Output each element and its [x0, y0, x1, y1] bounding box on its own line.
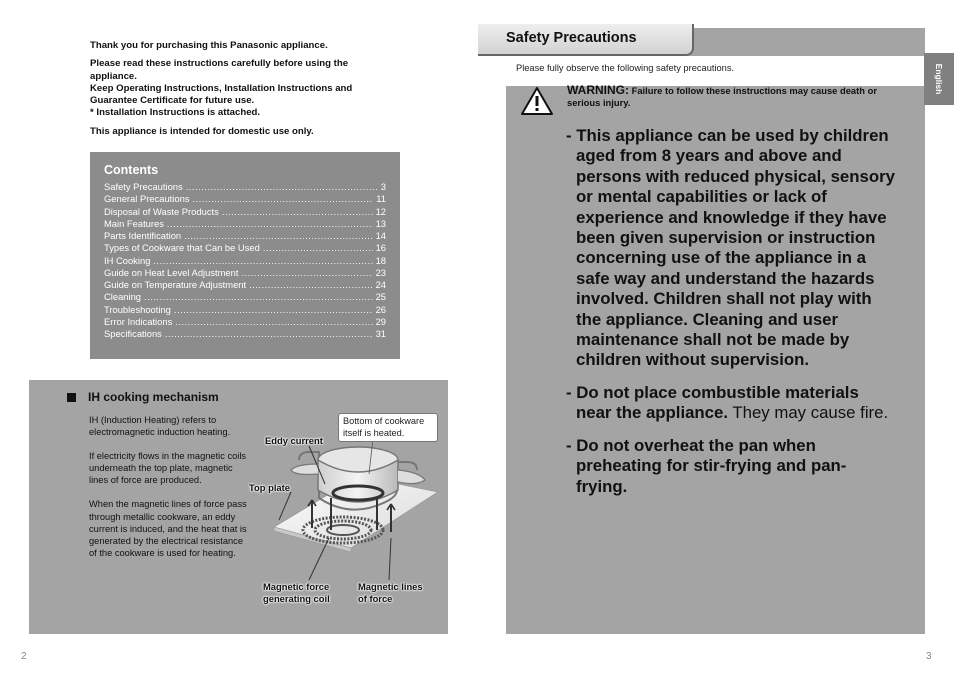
safety-precautions-title: Safety Precautions	[506, 30, 637, 46]
contents-item[interactable]	[104, 181, 386, 193]
contents-item-page: 16	[375, 242, 386, 254]
contents-item-page: 14	[375, 230, 386, 241]
contents-item[interactable]	[104, 328, 386, 340]
contents-item-label: IH Cooking	[104, 254, 151, 266]
contents-item-page: 3	[380, 181, 386, 192]
contents-item-page: 25	[375, 291, 386, 303]
coil-label	[263, 581, 330, 604]
contents-item-page: 11	[376, 193, 386, 205]
contents-item-label: Safety Precautions	[104, 181, 183, 192]
language-tab-label: English	[934, 63, 944, 95]
language-tab	[924, 53, 954, 105]
magnetic-lines-label-line-1: Magnetic lines	[358, 581, 423, 592]
intro-read-instructions: Please read these instructions carefully before using the appliance.	[90, 58, 349, 82]
safety-subtitle: Please fully observe the following safety precautions.	[516, 63, 735, 73]
contents-item[interactable]	[104, 206, 386, 218]
contents-item-page: 29	[375, 315, 386, 327]
contents-item-leader	[263, 242, 373, 253]
contents-item[interactable]	[104, 267, 386, 279]
warning-icon	[520, 86, 554, 116]
contents-item[interactable]	[104, 316, 386, 328]
safety-bullet-combustible-bold: - Do not place combustible materials near the appliance.	[566, 382, 859, 423]
contents-item-label: Parts Identification	[104, 230, 182, 241]
contents-box	[90, 152, 400, 359]
contents-item[interactable]	[104, 291, 386, 303]
safety-bullets	[566, 126, 896, 509]
contents-list	[104, 181, 386, 340]
safety-bullet-overheat-text: - Do not overheat the pan when preheating for stir-frying and pan-frying.	[566, 435, 847, 496]
contents-item-leader	[174, 304, 373, 315]
contents-item-label: Error Indications	[104, 315, 173, 327]
contents-item-label: Disposal of Waste Products	[104, 205, 219, 217]
contents-item[interactable]	[104, 279, 386, 291]
warning-label: WARNING:	[567, 83, 629, 97]
top-plate-label: Top plate	[249, 482, 290, 493]
contents-item-page: 13	[375, 217, 386, 229]
contents-item-page: 23	[375, 266, 386, 278]
eddy-current-label: Eddy current	[265, 435, 323, 446]
cookware-heated-callout: Bottom of cookware itself is heated.	[338, 413, 438, 442]
contents-item-leader	[167, 218, 373, 229]
safety-bullet-children	[566, 126, 896, 371]
page-number-left: 2	[21, 651, 27, 662]
contents-item-label: Cleaning	[104, 291, 142, 303]
contents-item-leader	[184, 230, 372, 241]
safety-precautions-header	[478, 24, 694, 56]
contents-item-leader	[165, 328, 373, 339]
intro-keep-instructions: Keep Operating Instructions, Installation Instructions and Guarantee Certificate for future use.	[90, 82, 353, 107]
contents-item-label: Troubleshooting	[104, 303, 171, 315]
warning-text	[567, 85, 887, 108]
intro-installation-note: * Installation Instructions is attached.	[90, 107, 261, 119]
ih-explanation	[89, 414, 249, 571]
contents-item-leader	[175, 316, 372, 327]
ih-paragraph-1: IH (Induction Heating) refers to electromagnetic induction heating.	[89, 415, 231, 438]
magnetic-lines-label-line-2: of force	[358, 592, 393, 604]
ih-paragraph-2: If electricity flows in the magnetic coils underneath the top plate, magnetic lines of force are produced.	[89, 451, 247, 486]
contents-item-page: 24	[375, 279, 386, 290]
contents-item[interactable]	[104, 304, 386, 316]
contents-item-leader	[192, 193, 373, 204]
contents-item-label: Types of Cookware that Can be Used	[104, 242, 260, 254]
intro-thanks: Thank you for purchasing this Panasonic appliance.	[90, 40, 328, 51]
contents-item[interactable]	[104, 255, 386, 267]
contents-item-label: Guide on Heat Level Adjustment	[104, 266, 239, 278]
ih-mechanism-panel	[29, 380, 448, 634]
contents-item-leader	[144, 291, 373, 302]
coil-label-line-2: generating coil	[263, 592, 330, 604]
intro-domestic-use: This appliance is intended for domestic use only.	[90, 125, 314, 137]
magnetic-lines-label	[358, 581, 423, 604]
coil-label-line-1: Magnetic force	[263, 581, 330, 592]
contents-item-label: Guide on Temperature Adjustment	[104, 279, 247, 290]
contents-item-page: 18	[375, 254, 386, 266]
intro-text	[90, 40, 390, 144]
ih-mechanism-title-text: IH cooking mechanism	[88, 390, 219, 404]
contents-item[interactable]	[104, 193, 386, 205]
contents-item-page: 31	[375, 328, 386, 339]
ih-paragraph-3: When the magnetic lines of force pass through metallic cookware, an eddy current is induced, and the heat that is generated by the electrical resistance of the cookware is used for heating.	[89, 499, 247, 558]
square-bullet-icon	[67, 393, 76, 402]
contents-item[interactable]	[104, 218, 386, 230]
contents-item-label: General Precautions	[104, 193, 190, 205]
contents-item[interactable]	[104, 230, 386, 242]
contents-item-page: 12	[375, 205, 386, 217]
page-number-right: 3	[926, 651, 932, 662]
contents-item-leader	[186, 181, 378, 192]
ih-mechanism-title	[67, 390, 219, 404]
contents-item-leader	[222, 206, 373, 217]
contents-item-leader	[153, 255, 372, 266]
safety-bullet-combustible-normal: They may cause fire.	[728, 403, 889, 423]
contents-item-label: Main Features	[104, 217, 164, 229]
contents-item-page: 26	[375, 303, 386, 315]
contents-item-leader	[241, 267, 372, 278]
contents-item-leader	[249, 279, 372, 290]
safety-bullet-children-text: - This appliance can be used by children aged from 8 years and above and persons with reduced physical, sensory or mental capabilities or lack of experience and knowledge if they have been given supervision or instruction concerning use of the appliance in a safe way and understand the hazards involved. Children shall not play with the appliance. Cleaning and user maintenance shall not be made by children without supervision.	[566, 126, 895, 370]
contents-title: Contents	[104, 163, 159, 177]
contents-item[interactable]	[104, 242, 386, 254]
safety-bullet-combustible	[566, 383, 896, 424]
contents-item-label: Specifications	[104, 328, 162, 339]
warning-description: Failure to follow these instructions may cause death or serious injury.	[567, 85, 877, 108]
safety-bullet-overheat	[566, 436, 896, 497]
